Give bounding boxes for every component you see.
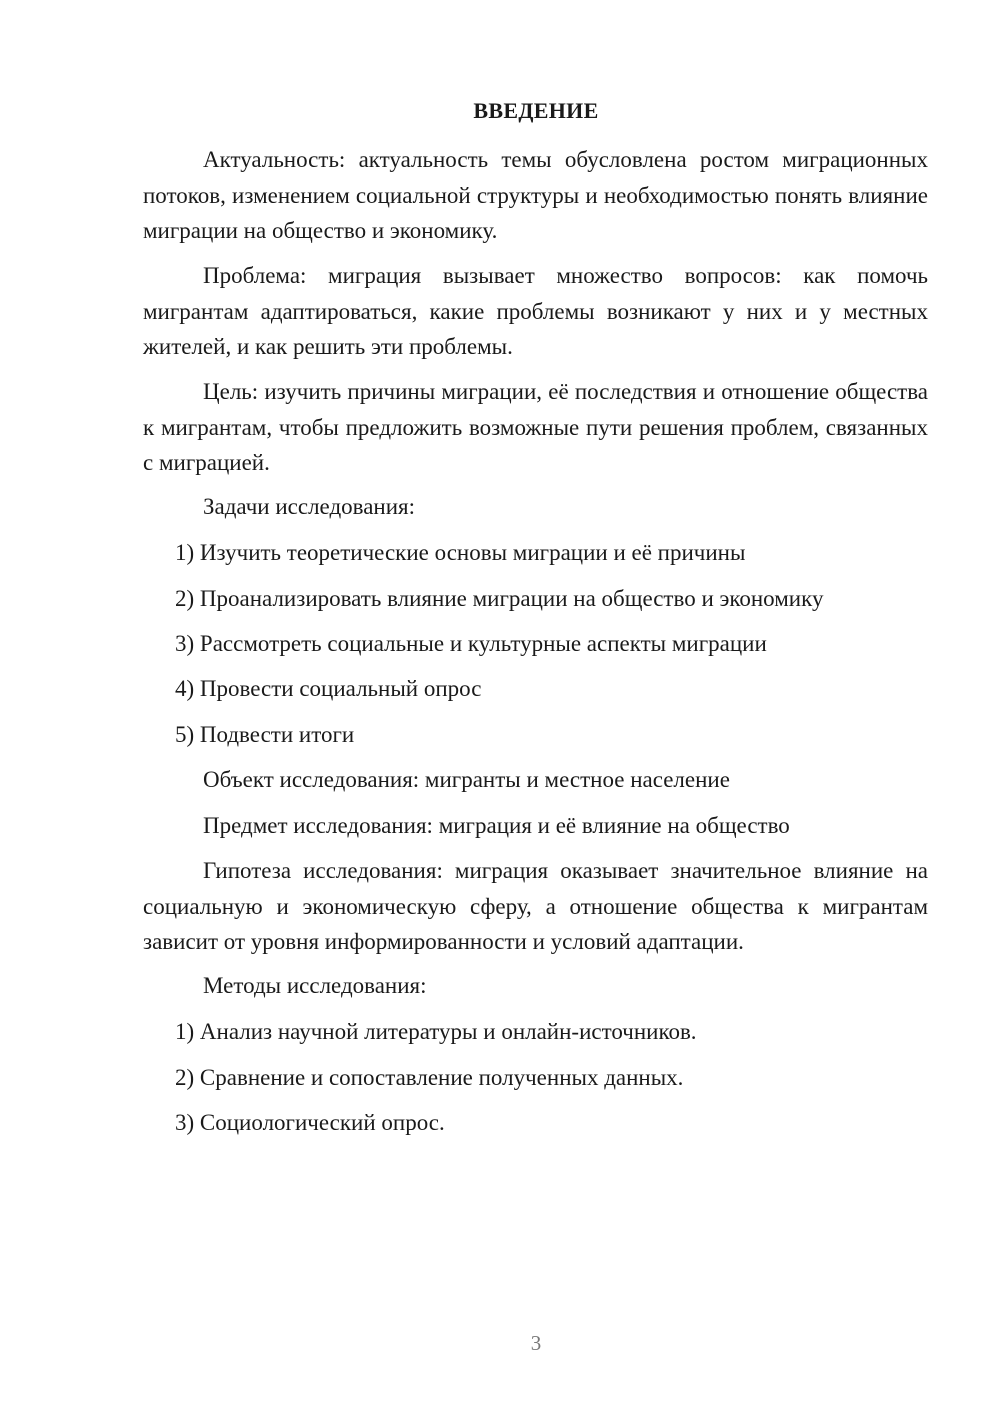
methods-heading: Методы исследования:	[203, 973, 427, 998]
object-line: Объект исследования: мигранты и местное население	[203, 767, 730, 792]
subject-line: Предмет исследования: миграция и её влияние на общество	[203, 813, 790, 838]
task-item: 3) Рассмотреть социальные и культурные аспекты миграции	[175, 631, 767, 656]
task-item: 2) Проанализировать влияние миграции на общество и экономику	[175, 586, 824, 611]
task-item: 5) Подвести итоги	[175, 722, 355, 747]
method-item: 3) Социологический опрос.	[175, 1110, 445, 1135]
relevance-paragraph: Актуальность: актуальность темы обусловлена ростом миграционных потоков, изменением социальной структуры и необходимостью понять влияние миграции на общество и экономику.	[143, 147, 928, 243]
page-number: 3	[530, 1331, 542, 1355]
hypothesis-paragraph: Гипотеза исследования: миграция оказывает значительное влияние на социальную и экономическую сферу, а отношение общества к мигрантам зависит от уровня информированности и условий адаптации.	[143, 858, 928, 954]
task-item: 1) Изучить теоретические основы миграции и её причины	[175, 540, 746, 565]
task-item: 4) Провести социальный опрос	[175, 676, 482, 701]
tasks-heading: Задачи исследования:	[203, 494, 416, 519]
section-title: ВВЕДЕНИЕ	[473, 98, 599, 123]
method-item: 1) Анализ научной литературы и онлайн-источников.	[175, 1019, 697, 1044]
problem-paragraph: Проблема: миграция вызывает множество вопросов: как помочь мигрантам адаптироваться, какие проблемы возникают у них и у местных жителей, и как решить эти проблемы.	[143, 263, 928, 359]
goal-paragraph: Цель: изучить причины миграции, её последствия и отношение общества к мигрантам, чтобы предложить возможные пути решения проблем, связанных с миграцией.	[143, 379, 928, 475]
method-item: 2) Сравнение и сопоставление полученных данных.	[175, 1065, 684, 1090]
